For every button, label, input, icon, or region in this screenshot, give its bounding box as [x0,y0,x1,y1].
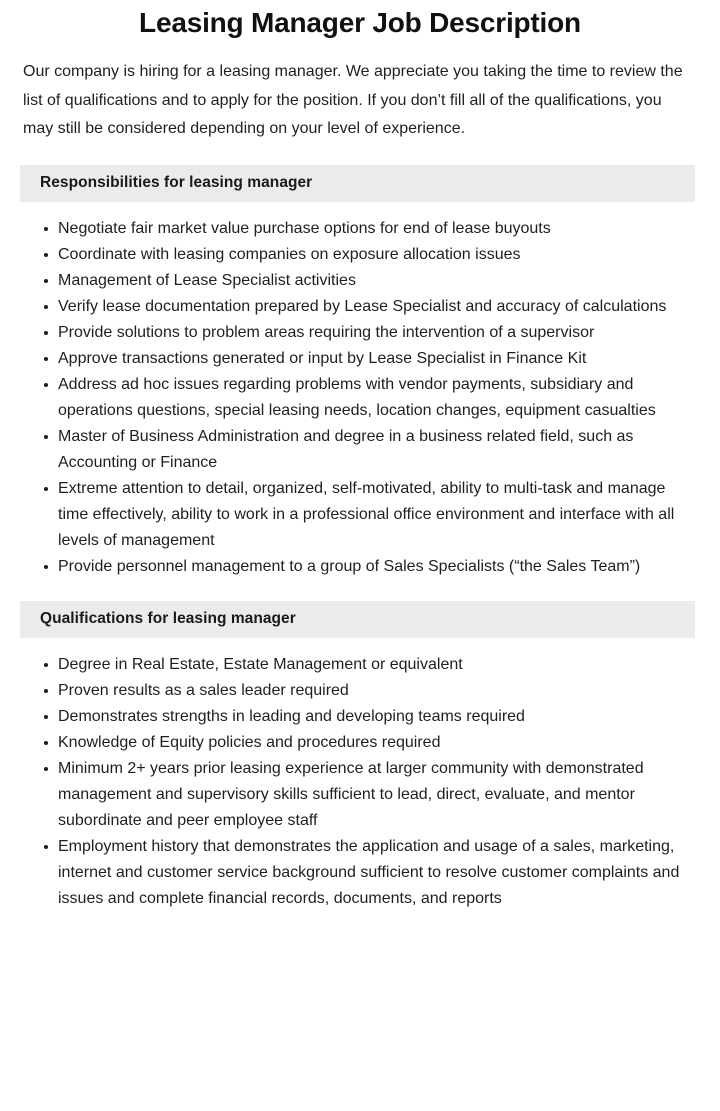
list-item: Negotiate fair market value purchase options for end of lease buyouts [44,216,683,242]
list-item: Master of Business Administration and degree in a business related field, such as Accounting or Finance [44,424,683,476]
section [0,165,720,580]
page-title: Leasing Manager Job Description [139,7,581,38]
section [0,601,720,912]
bullet-list [0,202,720,580]
section-header-bar [20,165,695,202]
list-item: Management of Lease Specialist activities [44,268,683,294]
section-header-bar [20,601,695,638]
intro-paragraph: Our company is hiring for a leasing manager. We appreciate you taking the time to review the list of qualifications and to apply for the position. If you don’t fill all of the qualifications, you may still be considered depending on your level of experience. [23,63,683,137]
list-item: Knowledge of Equity policies and procedures required [44,730,683,756]
list-item: Approve transactions generated or input by Lease Specialist in Finance Kit [44,346,683,372]
list-item: Provide solutions to problem areas requiring the intervention of a supervisor [44,320,683,346]
list-item: Provide personnel management to a group of Sales Specialists (“the Sales Team”) [44,554,683,580]
list-item: Demonstrates strengths in leading and developing teams required [44,704,683,730]
list-item: Minimum 2+ years prior leasing experience at larger community with demonstrated management and supervisory skills sufficient to lead, direct, evaluate, and mentor subordinate and peer employee staff [44,756,683,834]
section-heading: Responsibilities for leasing manager [40,174,313,191]
list-item: Extreme attention to detail, organized, self-motivated, ability to multi-task and manage time effectively, ability to work in a professional office environment and interface with all levels of management [44,476,683,554]
section-heading: Qualifications for leasing manager [40,610,296,627]
list-item: Proven results as a sales leader required [44,678,683,704]
bullet-list [0,638,720,912]
list-item: Verify lease documentation prepared by Lease Specialist and accuracy of calculations [44,294,683,320]
list-item: Employment history that demonstrates the application and usage of a sales, marketing, internet and customer service background sufficient to resolve customer complaints and issues and complete financial records, documents, and reports [44,834,683,912]
list-item: Address ad hoc issues regarding problems with vendor payments, subsidiary and operations questions, special leasing needs, location changes, equipment casualties [44,372,683,424]
sections-container [0,165,720,912]
list-item: Degree in Real Estate, Estate Management or equivalent [44,652,683,678]
list-item: Coordinate with leasing companies on exposure allocation issues [44,242,683,268]
